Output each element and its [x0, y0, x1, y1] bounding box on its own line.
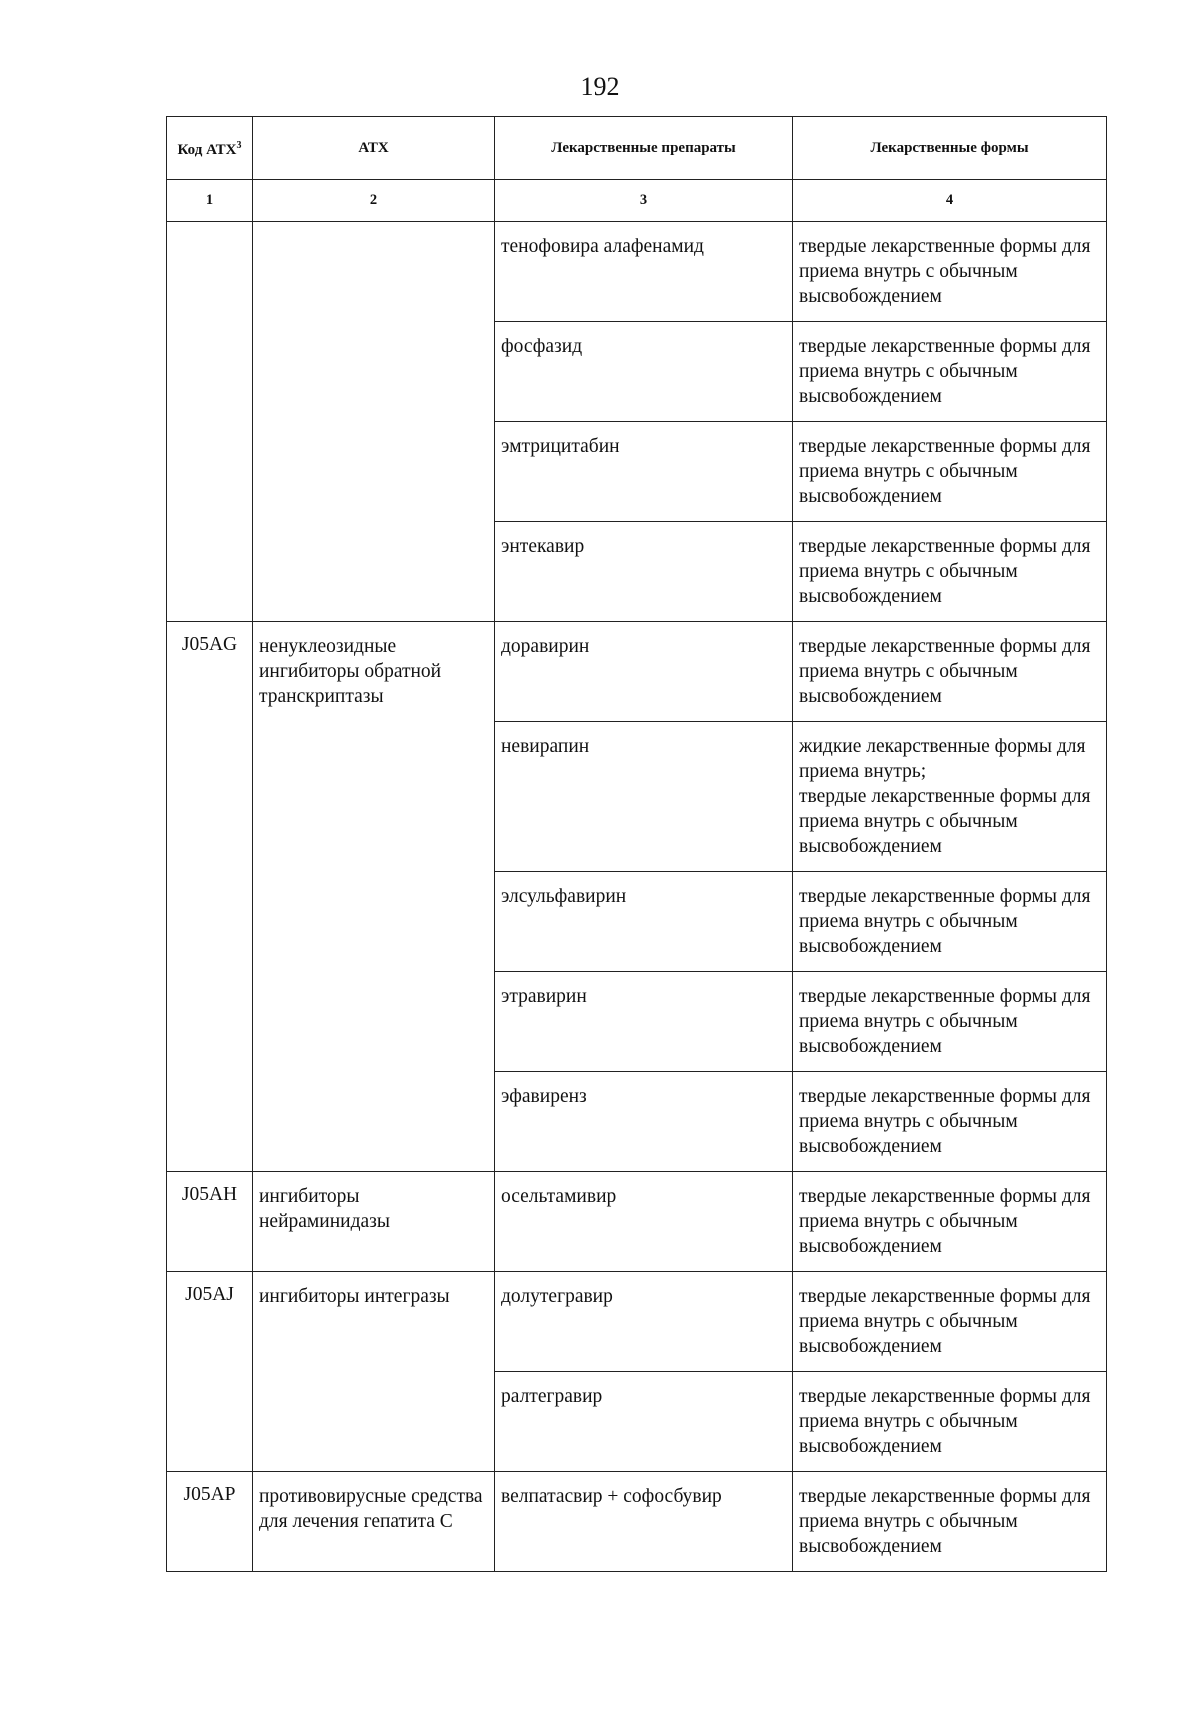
atx-name: ингибиторы нейраминидазы: [259, 1186, 390, 1232]
dosage-form: твердые лекарственные формы для приема внутрь с обычным высвобождением: [799, 1086, 1091, 1157]
header-forms: Лекарственные формы: [793, 117, 1107, 180]
header-code: [167, 117, 253, 180]
drug-cell: [495, 1172, 793, 1272]
dosage-form: твердые лекарственные формы для приема внутрь с обычным высвобождением: [799, 336, 1091, 407]
atx-name-cell: [253, 622, 495, 1172]
atx-code: J05AG: [181, 634, 238, 655]
form-cell: [793, 422, 1107, 522]
header-code-label: Код АТХ: [177, 142, 237, 158]
dosage-form: твердые лекарственные формы для приема внутрь с обычным высвобождением: [799, 886, 1091, 957]
form-cell: [793, 1172, 1107, 1272]
dosage-form: твердые лекарственные формы для приема внутрь с обычным высвобождением: [799, 1486, 1091, 1557]
page-number: 192: [580, 72, 620, 101]
atx-code: J05AJ: [185, 1284, 234, 1305]
drug-name: энтекавир: [501, 536, 585, 557]
drug-cell: [495, 1472, 793, 1572]
drug-cell: [495, 972, 793, 1072]
drug-table: [166, 116, 1107, 1572]
dosage-form: твердые лекарственные формы для приема внутрь с обычным высвобождением: [799, 436, 1091, 507]
atx-name-cell: [253, 222, 495, 622]
column-number: 4: [793, 180, 1107, 222]
drug-cell: [495, 222, 793, 322]
atx-name-cell: [253, 1472, 495, 1572]
drug-cell: [495, 1072, 793, 1172]
form-cell: [793, 972, 1107, 1072]
drug-name: фосфазид: [501, 336, 583, 357]
dosage-form: твердые лекарственные формы для приема внутрь с обычным высвобождением: [799, 536, 1091, 607]
drug-name: тенофовира алафенамид: [501, 236, 704, 257]
drug-name: велпатасвир + софосбувир: [501, 1486, 722, 1507]
atx-code-cell: [167, 1272, 253, 1472]
dosage-form-secondary: твердые лекарственные формы для приема внутрь с обычным высвобождением: [799, 786, 1091, 857]
dosage-form: твердые лекарственные формы для приема внутрь с обычным высвобождением: [799, 1186, 1091, 1257]
drug-cell: [495, 622, 793, 722]
atx-code: J05AP: [183, 1484, 236, 1505]
form-cell: [793, 322, 1107, 422]
drug-name: невирапин: [501, 736, 590, 757]
column-number: 3: [495, 180, 793, 222]
form-cell: [793, 1372, 1107, 1472]
atx-code-cell: [167, 1472, 253, 1572]
drug-cell: [495, 422, 793, 522]
drug-cell: [495, 322, 793, 422]
atx-name: ингибиторы интегразы: [259, 1286, 450, 1307]
dosage-form: твердые лекарственные формы для приема внутрь с обычным высвобождением: [799, 1386, 1091, 1457]
atx-code: [167, 222, 252, 232]
drug-name: элсульфавирин: [501, 886, 627, 907]
dosage-form: твердые лекарственные формы для приема внутрь с обычным высвобождением: [799, 1286, 1091, 1357]
drug-name: эмтрицитабин: [501, 436, 620, 457]
form-cell: [793, 1272, 1107, 1372]
column-number: 2: [253, 180, 495, 222]
dosage-form-multi: [793, 722, 1106, 859]
table-row: [167, 1272, 1107, 1372]
atx-code-cell: [167, 222, 253, 622]
drug-name: ралтегравир: [501, 1386, 603, 1407]
form-cell: [793, 872, 1107, 972]
form-cell: [793, 1472, 1107, 1572]
form-cell: [793, 522, 1107, 622]
atx-name: противовирусные средства для лечения гепатита С: [259, 1486, 483, 1532]
atx-code-cell: [167, 622, 253, 1172]
atx-name: [253, 222, 494, 234]
drug-name: осельтамивир: [501, 1186, 617, 1207]
footnote-marker: 3: [236, 140, 242, 151]
form-cell: [793, 622, 1107, 722]
drug-cell: [495, 872, 793, 972]
form-cell: [793, 1072, 1107, 1172]
atx-name-cell: [253, 1272, 495, 1472]
column-number: 1: [167, 180, 253, 222]
drug-name: этравирин: [501, 986, 587, 1007]
form-cell: [793, 722, 1107, 872]
atx-code: J05AH: [181, 1184, 238, 1205]
atx-name-cell: [253, 1172, 495, 1272]
drug-name: доравирин: [501, 636, 590, 657]
table-row: [167, 622, 1107, 722]
dosage-form: твердые лекарственные формы для приема внутрь с обычным высвобождением: [799, 986, 1091, 1057]
drug-name: эфавиренз: [501, 1086, 587, 1107]
header-drugs: Лекарственные препараты: [495, 117, 793, 180]
header-atx: АТХ: [253, 117, 495, 180]
drug-cell: [495, 1272, 793, 1372]
atx-name: ненуклеозидные ингибиторы обратной транскриптазы: [259, 636, 442, 707]
dosage-form: твердые лекарственные формы для приема внутрь с обычным высвобождением: [799, 236, 1091, 307]
column-number-row: [167, 180, 1107, 222]
dosage-form: жидкие лекарственные формы для приема внутрь;: [799, 736, 1086, 782]
form-cell: [793, 222, 1107, 322]
table-row: [167, 222, 1107, 322]
drug-cell: [495, 522, 793, 622]
dosage-form: твердые лекарственные формы для приема внутрь с обычным высвобождением: [799, 636, 1091, 707]
table-row: [167, 1472, 1107, 1572]
atx-code-cell: [167, 1172, 253, 1272]
table-row: [167, 1172, 1107, 1272]
drug-name: долутегравир: [501, 1286, 613, 1307]
drug-cell: [495, 1372, 793, 1472]
table-header-row: [167, 117, 1107, 180]
drug-cell: [495, 722, 793, 872]
